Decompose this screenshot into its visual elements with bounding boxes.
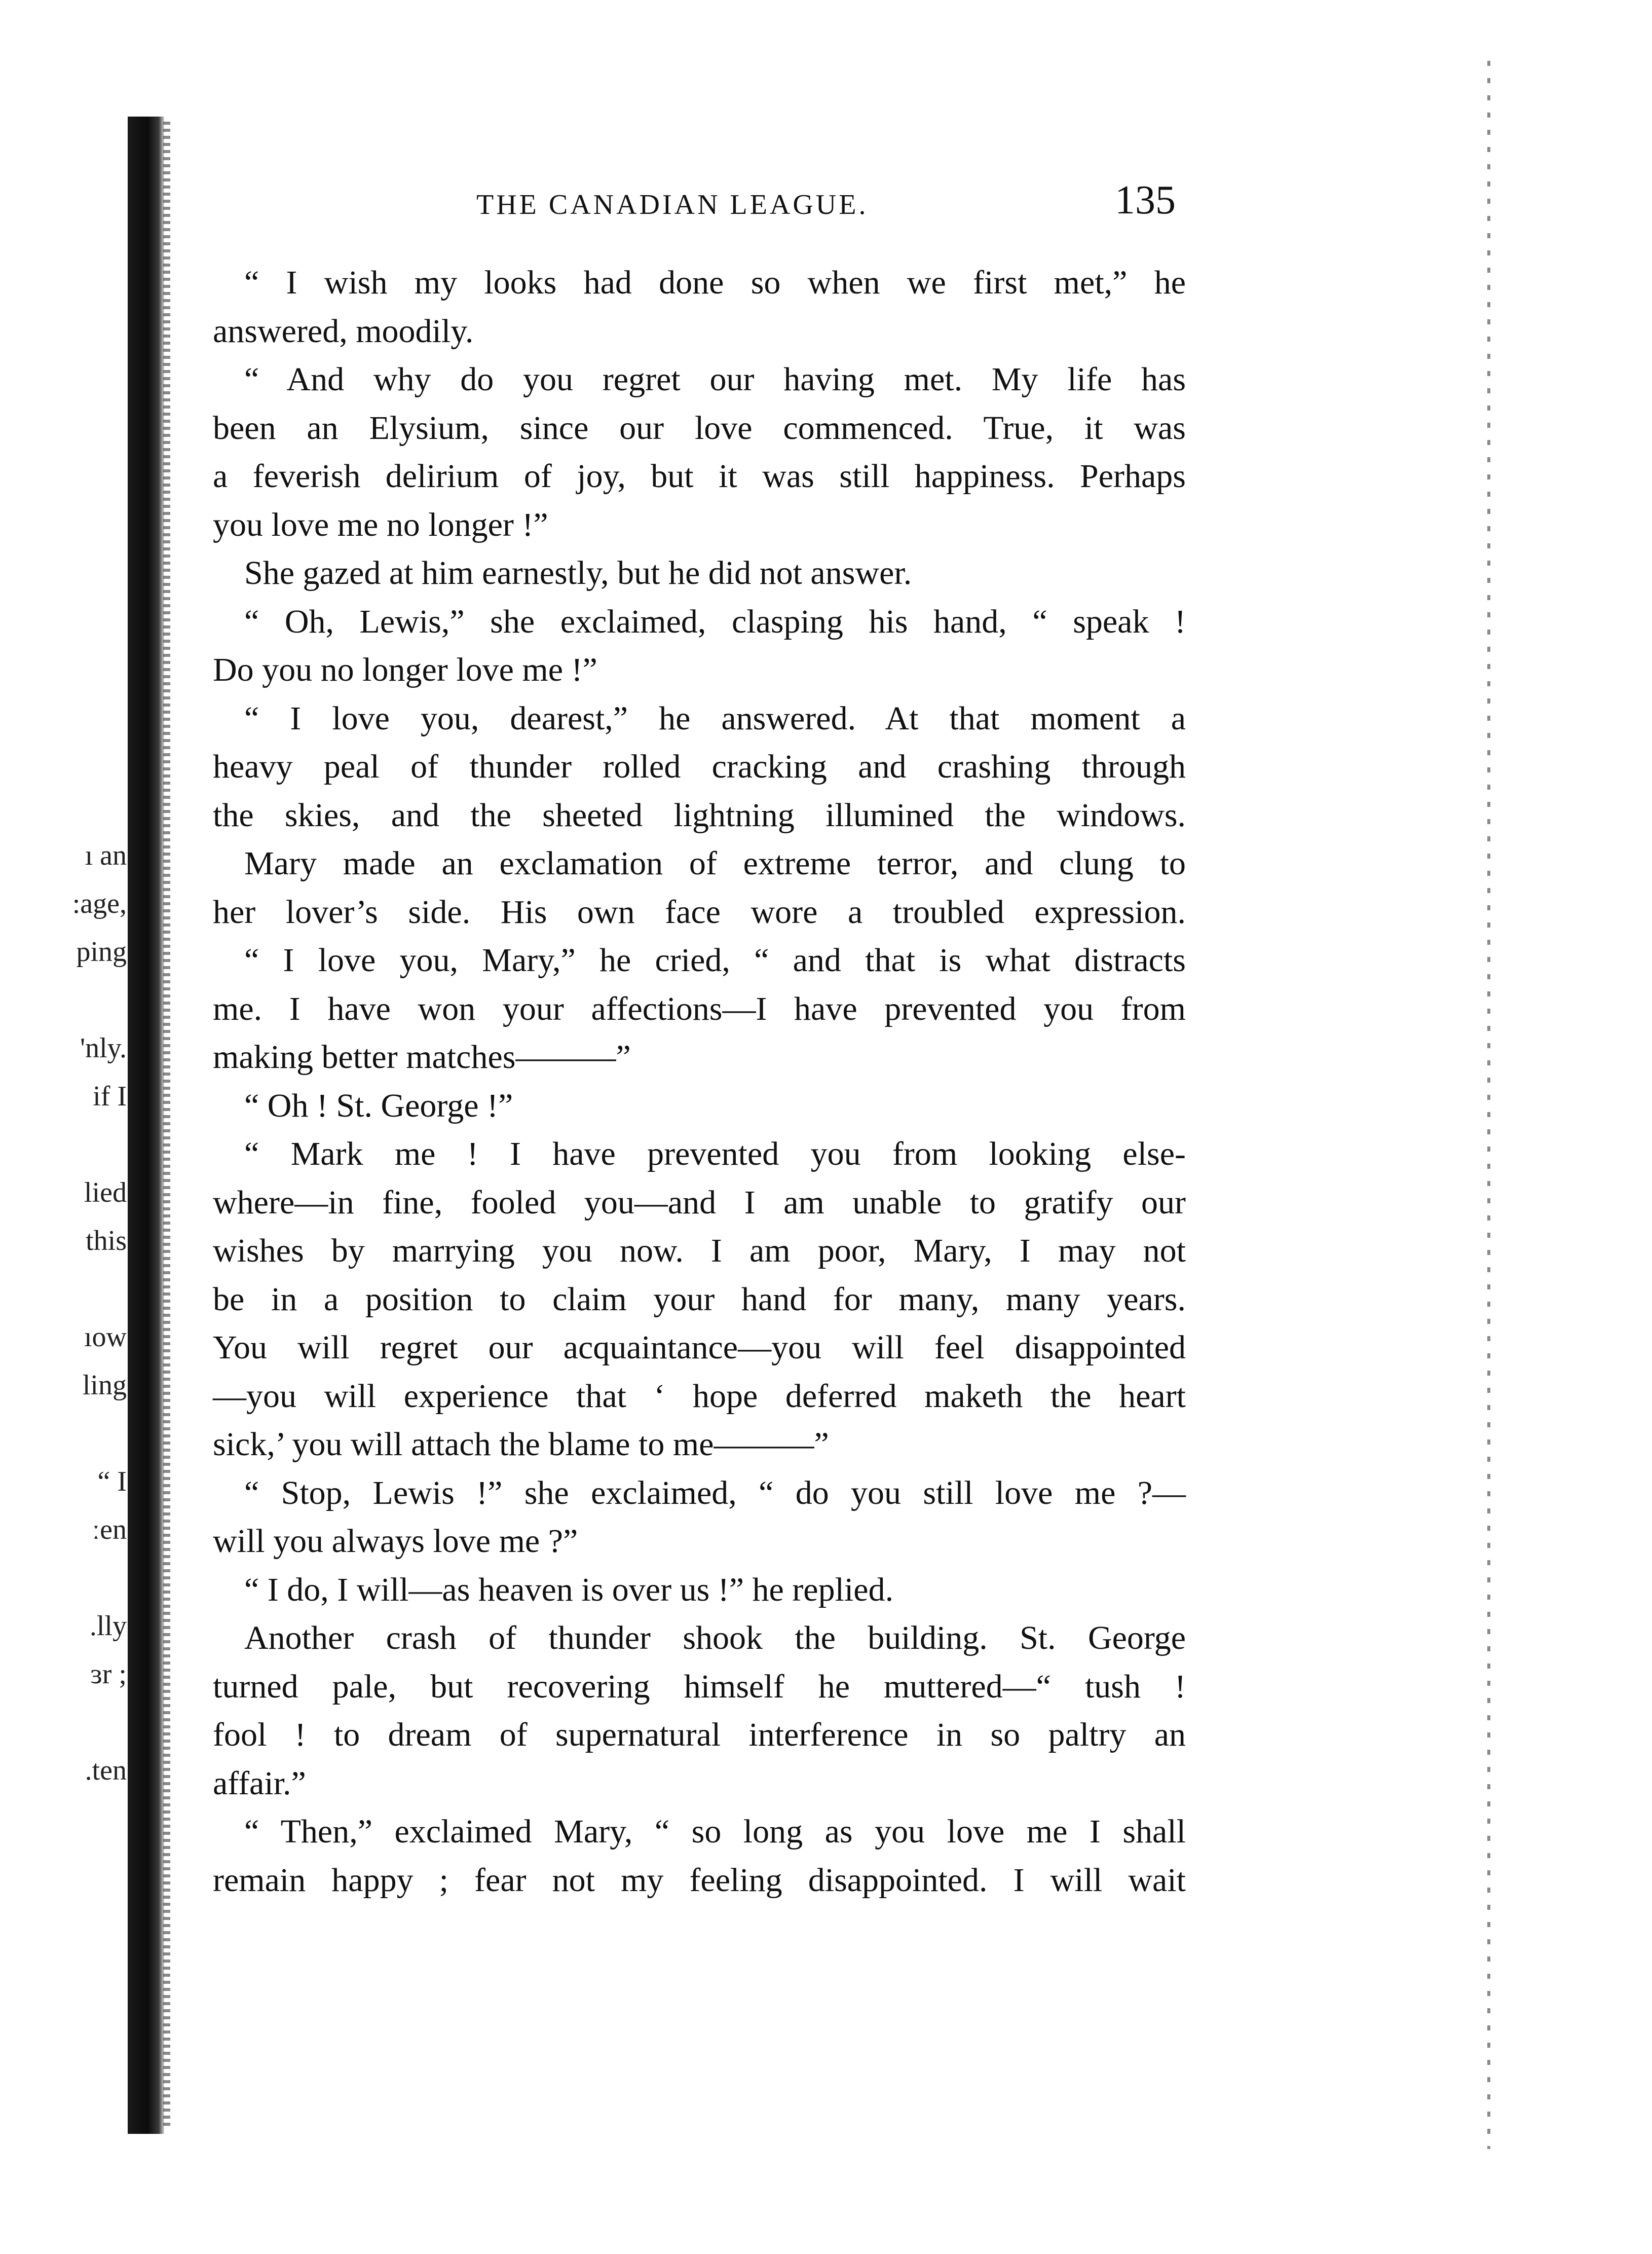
text-line: “ Oh ! St. George !”: [244, 1087, 513, 1124]
text-line: a feverish delirium of joy, but it was still happiness. Perhaps: [213, 458, 1186, 495]
text-line: Another crash of thunder shook the building. St. George: [244, 1619, 1186, 1656]
margin-fragment: ıow: [84, 1321, 127, 1353]
text-line: making better matches———”: [213, 1039, 631, 1076]
text-line: heavy peal of thunder rolled cracking and crashing through: [213, 748, 1186, 785]
margin-fragment: ːen: [92, 1514, 127, 1545]
text-line: She gazed at him earnestly, but he did not answer.: [244, 555, 912, 592]
margin-fragment: ı an: [85, 840, 127, 871]
text-line: “ I wish my looks had done so when we first met,” he: [244, 264, 1186, 301]
text-line: “ Stop, Lewis !” she exclaimed, “ do you still love me ?—: [244, 1474, 1186, 1511]
binding-edge: [163, 122, 170, 2129]
page-header: [213, 177, 1176, 223]
text-line: Do you no longer love me !”: [213, 651, 597, 688]
text-line: turned pale, but recovering himself he muttered—“ tush !: [213, 1668, 1186, 1705]
text-line: affair.”: [213, 1764, 306, 1802]
margin-fragment: .lly: [89, 1610, 127, 1642]
text-line: sick,’ you will attach the blame to me———”: [213, 1426, 829, 1463]
text-line: you love me no longer !”: [213, 506, 548, 543]
margin-fragment: “ I: [97, 1466, 127, 1497]
text-line: me. I have won your affections—I have prevented you from: [213, 990, 1186, 1027]
text-line: be in a position to claim your hand for many, many years.: [213, 1280, 1186, 1318]
text-line: remain happy ; fear not my feeling disappointed. I will wait: [213, 1861, 1186, 1899]
text-line: where—in fine, fooled you—and I am unable to gratify our: [213, 1184, 1186, 1221]
margin-fragment: this: [86, 1225, 127, 1257]
margin-fragment: :age,: [72, 888, 127, 919]
text-line: “ And why do you regret our having met. My life has: [244, 361, 1186, 398]
text-line: “ I do, I will—as heaven is over us !” he replied.: [244, 1571, 894, 1608]
text-line: been an Elysium, since our love commenced. True, it was: [213, 409, 1186, 447]
text-line: “ Mark me ! I have prevented you from looking else-: [244, 1135, 1186, 1172]
margin-fragment: ɜr ;: [90, 1658, 127, 1690]
binding-shadow: [128, 117, 164, 2134]
text-line: her lover’s side. His own face wore a troubled expression.: [213, 893, 1186, 931]
text-line: answered, moodily.: [213, 312, 474, 350]
margin-fragment: ling: [82, 1370, 127, 1401]
margin-fragment: if I: [93, 1081, 127, 1112]
margin-fragment: .ten: [85, 1755, 127, 1786]
body-text: [213, 258, 1186, 1904]
text-line: —you will experience that ‘ hope deferred maketh the heart: [213, 1377, 1186, 1415]
text-line: the skies, and the sheeted lightning illumined the windows.: [213, 796, 1186, 834]
margin-fragment: 'nly.: [80, 1032, 127, 1064]
text-line: “ Then,” exclaimed Mary, “ so long as you love me I shall: [244, 1813, 1186, 1850]
text-line: wishes by marrying you now. I am poor, Mary, I may not: [213, 1232, 1186, 1269]
text-line: will you always love me ?”: [213, 1523, 578, 1560]
margin-fragment: lied: [84, 1177, 127, 1208]
page-edge-speckle: [1487, 61, 1490, 2149]
running-title: THE CANADIAN LEAGUE.: [476, 189, 869, 220]
text-line: “ Oh, Lewis,” she exclaimed, clasping his hand, “ speak !: [244, 603, 1186, 640]
text-line: “ I love you, dearest,” he answered. At that moment a: [244, 699, 1186, 737]
margin-fragment: ping: [76, 936, 127, 968]
text-line: fool ! to dream of supernatural interference in so paltry an: [213, 1716, 1186, 1753]
page-number: 135: [1115, 178, 1176, 223]
text-line: You will regret our acquaintance—you will feel disappointed: [213, 1329, 1186, 1366]
text-line: Mary made an exclamation of extreme terror, and clung to: [244, 845, 1186, 882]
text-line: “ I love you, Mary,” he cried, “ and that is what distracts: [244, 942, 1186, 979]
